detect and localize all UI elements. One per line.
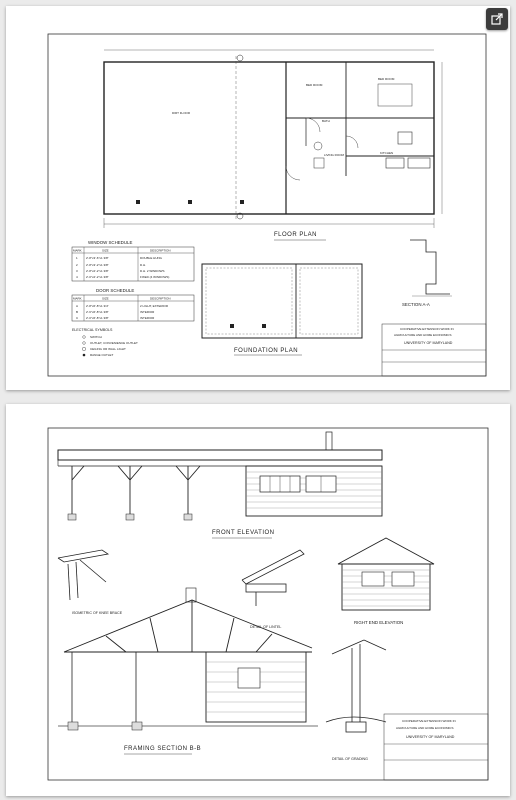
door-row-size: 2'-8"x6'-8"x1 3/4"	[86, 304, 109, 308]
detail-grading-title: DETAIL OF GRADING	[332, 757, 368, 761]
sheet-page-2	[6, 404, 510, 796]
window-row-size: 2'-8"x2'-2"x1 3/8"	[86, 269, 109, 273]
window-row-mark: 1	[76, 256, 78, 260]
elevation-drawing	[6, 404, 510, 796]
title-block-line: UNIVERSITY OF MARYLAND	[406, 735, 455, 739]
popout-button[interactable]	[486, 8, 508, 30]
schedule-header: DESCRIPTION	[150, 248, 171, 253]
window-schedule-title: WINDOW SCHEDULE	[88, 240, 133, 245]
door-schedule-title: DOOR SCHEDULE	[96, 288, 135, 293]
window-row-desc: DOUBLE HUNG	[140, 256, 163, 260]
door-row-size: 2'-0"x6'-8"x1 3/8"	[86, 316, 109, 320]
external-link-icon	[491, 13, 503, 25]
right-end-elevation-title: RIGHT END ELEVATION	[354, 620, 404, 625]
sheet-page-1	[6, 6, 510, 390]
window-row-mark: 3	[76, 269, 78, 273]
floor-plan-title: FLOOR PLAN	[274, 232, 318, 238]
door-row-desc: INTERIOR	[140, 316, 155, 320]
schedule-header: SIZE	[102, 296, 109, 301]
front-elevation-title: FRONT ELEVATION	[212, 530, 275, 536]
title-block	[384, 714, 488, 780]
window-schedule-table	[72, 247, 194, 281]
electrical-item: CEILING OR WALL LIGHT	[90, 347, 126, 351]
isometric-title: ISOMETRIC OF KNEE BRACE	[72, 611, 123, 615]
framing-section-title: FRAMING SECTION B-B	[124, 746, 202, 752]
detail-lintel-title: DETAIL OF LINTEL	[250, 625, 282, 629]
door-row-mark: A	[76, 304, 79, 308]
electrical-item: RANGE OUTLET	[90, 353, 114, 357]
window-row-desc: FIXED (4 WINDOWS)	[140, 275, 170, 279]
room-label: DIRT FLOOR	[172, 111, 191, 115]
door-row-desc: INTERIOR	[140, 310, 155, 314]
door-row-mark: B	[76, 310, 79, 314]
window-row-desc: D.H.	[140, 263, 146, 267]
room-label: LIVING ROOM	[324, 153, 345, 157]
electrical-symbols-title: ELECTRICAL SYMBOLS	[72, 328, 113, 332]
section-aa-title: SECTION A-A	[402, 302, 430, 307]
room-label: KITCHEN	[380, 151, 394, 155]
door-row-desc: 2 LIGHT, EXTERIOR	[140, 304, 169, 308]
window-row-size: 2'-8"x3'-2"x1 3/8"	[86, 263, 109, 267]
door-schedule-table	[72, 295, 194, 321]
room-label: BED ROOM	[306, 83, 323, 87]
floor-plan-drawing	[6, 6, 510, 390]
title-block-line: AGRICULTURE AND HOME ECONOMICS	[396, 726, 454, 730]
title-block-line: COOPERATIVE EXTENSION WORK IN	[402, 719, 456, 723]
schedule-header: MARK	[73, 248, 82, 253]
foundation-plan-title: FOUNDATION PLAN	[234, 348, 299, 354]
window-row-mark: 4	[76, 275, 78, 279]
window-row-size: 2'-8"x3'-6"x1 3/8"	[86, 256, 109, 260]
electrical-item: OUTLET, CONVENIENCE OUTLET	[90, 341, 138, 345]
title-block-line: AGRICULTURE AND HOME ECONOMICS	[394, 333, 452, 337]
door-row-mark: C	[76, 316, 79, 320]
window-row-desc: D.H. 2 WINDOWS	[140, 269, 165, 273]
schedule-header: DESCRIPTION	[150, 296, 171, 301]
door-row-size: 2'-6"x6'-8"x1 3/8"	[86, 310, 109, 314]
room-label: BATH	[322, 119, 330, 123]
title-block-line: COOPERATIVE EXTENSION WORK IN	[400, 327, 454, 331]
schedule-header: MARK	[73, 296, 82, 301]
room-label: BED ROOM	[378, 77, 395, 81]
schedule-header: SIZE	[102, 248, 109, 253]
title-block-line: UNIVERSITY OF MARYLAND	[404, 341, 453, 345]
title-block	[382, 324, 486, 376]
window-row-mark: 2	[76, 263, 78, 267]
electrical-item: SWITCH	[90, 335, 102, 339]
window-row-size: 2'-0"x2'-2"x1 3/8"	[86, 275, 109, 279]
